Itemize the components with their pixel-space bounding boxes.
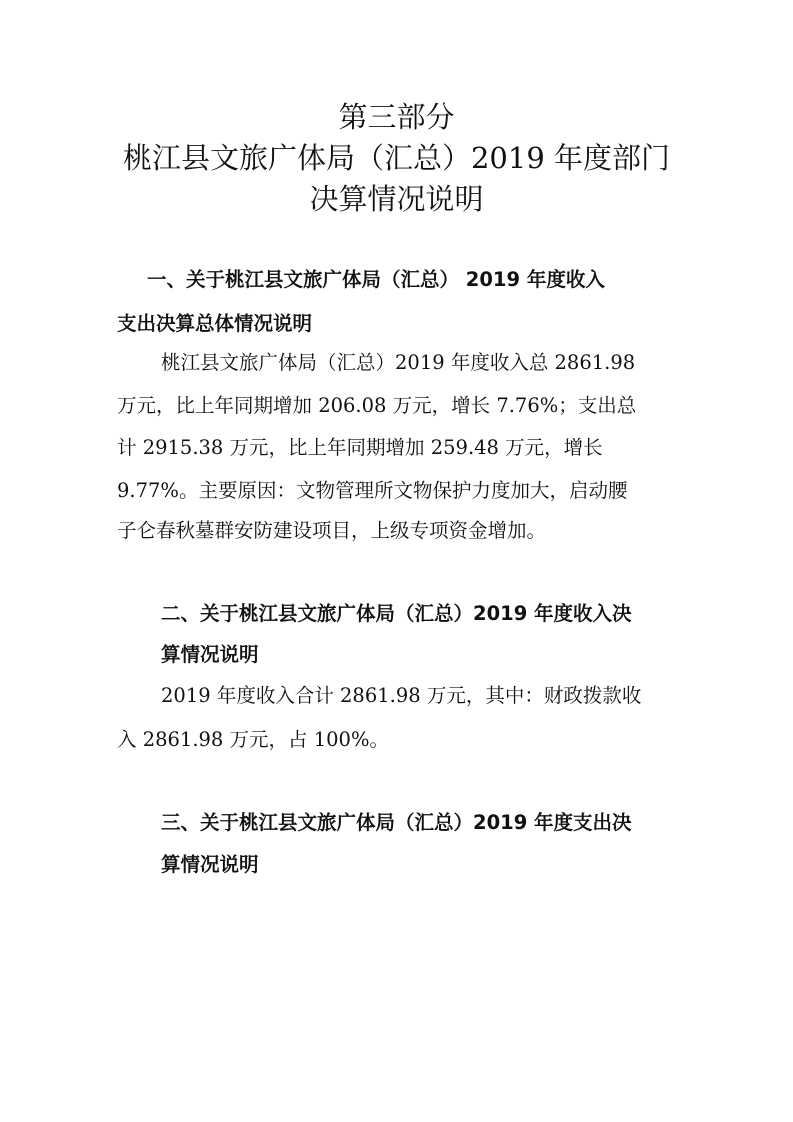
- section2-heading: 二、关于桃江县文旅广体局（汇总）2019 年度收入决: [161, 602, 632, 625]
- section1-heading: 一、关于桃江县文旅广体局（汇总） 2019 年度收入: [147, 268, 605, 291]
- section3-heading: 三、关于桃江县文旅广体局（汇总）2019 年度支出决: [161, 811, 632, 834]
- section1-heading-cont: 支出决算总体情况说明: [117, 312, 313, 335]
- document-title: 桃江县文旅广体局（汇总）2019 年度部门: [122, 141, 671, 175]
- section1-paragraph-line: 万元，比上年同期增加 206.08 万元，增长 7.76%；支出总: [117, 394, 637, 417]
- section1-paragraph-line: 9.77%。主要原因：文物管理所文物保护力度加大，启动腰: [117, 479, 628, 502]
- section2-heading-cont: 算情况说明: [161, 643, 259, 666]
- section3-heading-cont: 算情况说明: [161, 853, 259, 876]
- section2-paragraph-line: 入 2861.98 万元，占 100%。: [117, 728, 389, 751]
- section2-paragraph-line: 2019 年度收入合计 2861.98 万元，其中：财政拨款收: [161, 684, 642, 707]
- part-title: 第三部分: [338, 100, 455, 134]
- document-subtitle: 决算情况说明: [309, 182, 484, 216]
- section1-paragraph-line: 计 2915.38 万元，比上年同期增加 259.48 万元，增长: [117, 436, 603, 459]
- section1-paragraph-line: 桃江县文旅广体局（汇总）2019 年度收入总 2861.98: [161, 351, 636, 374]
- section1-paragraph-line: 子仑春秋墓群安防建设项目，上级专项资金增加。: [117, 519, 547, 542]
